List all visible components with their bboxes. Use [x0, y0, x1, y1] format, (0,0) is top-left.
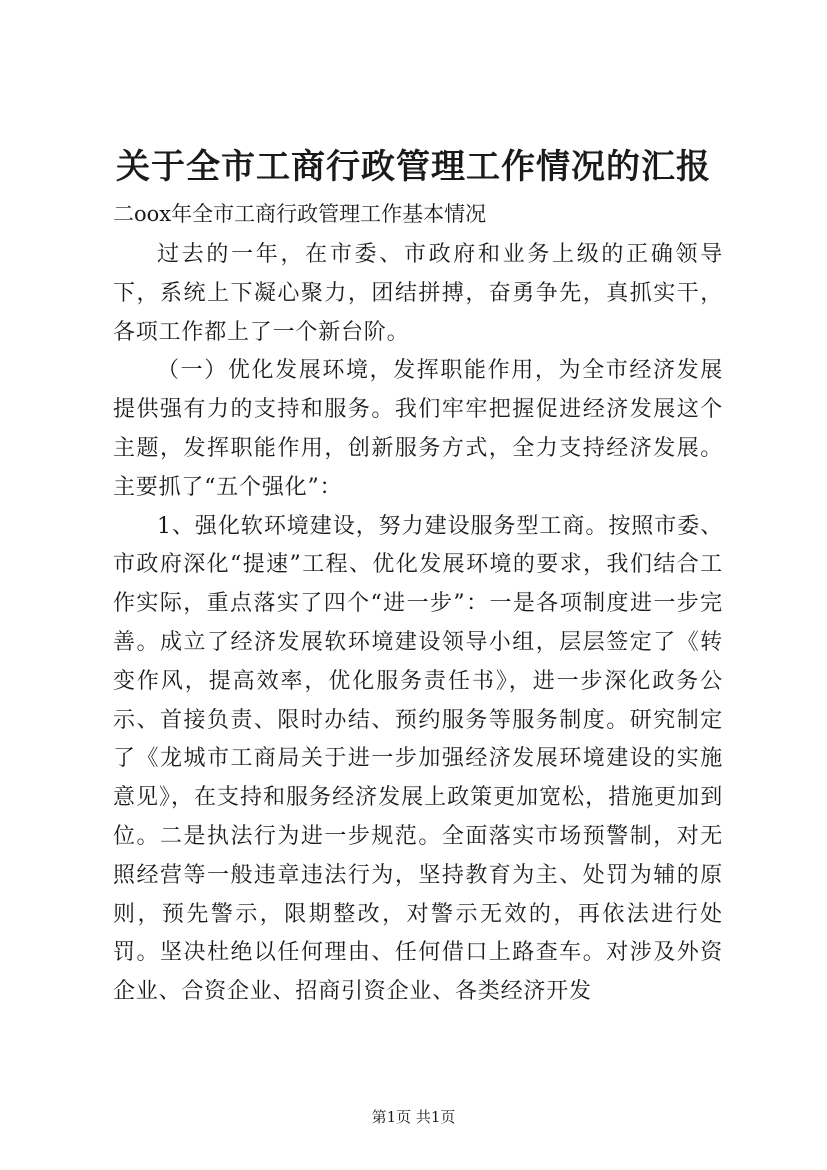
- page-footer: 第1页 共1页: [371, 1108, 456, 1126]
- paragraph-section-1: （一）优化发展环境，发挥职能作用，为全市经济发展提供强有力的支持和服务。我们牢牢把握促进经济发展这个主题，发挥职能作用，创新服务方式，全力支持经济发展。主要抓了“五个强化”：: [113, 358, 723, 500]
- paragraph-intro: 过去的一年，在市委、市政府和业务上级的正确领导下，系统上下凝心聚力，团结拼搏，奋勇争先，真抓实干，各项工作都上了一个新台阶。: [113, 242, 723, 345]
- paragraph-item-1: 1、强化软环境建设，努力建设服务型工商。按照市委、市政府深化“提速”工程、优化发展环境的要求，我们结合工作实际，重点落实了四个“进一步”：一是各项制度进一步完善。成立了经济发展软环境建设领导小组，层层签定了《转变作风，提高效率，优化服务责任书》，进一步深化政务公示、首接负责、限时办结、预约服务等服务制度。研究制定了《龙城市工商局关于进一步加强经济发展环境建设的实施意见》，在支持和服务经济发展上政策更加宽松，措施更加到位。二是执法行为进一步规范。全面落实市场预警制，对无照经营等一般违章违法行为，坚持教育为主、处罚为辅的原则，预先警示，限期整改，对警示无效的，再依法进行处罚。坚决杜绝以任何理由、任何借口上路查车。对涉及外资企业、合资企业、招商引资企业、各类经济开发: [113, 513, 723, 1005]
- document-body: [113, 236, 723, 1012]
- document-title: 关于全市工商行政管理工作情况的汇报: [116, 147, 711, 187]
- document-subtitle: 二oox年全市工商行政管理工作基本情况: [113, 202, 487, 226]
